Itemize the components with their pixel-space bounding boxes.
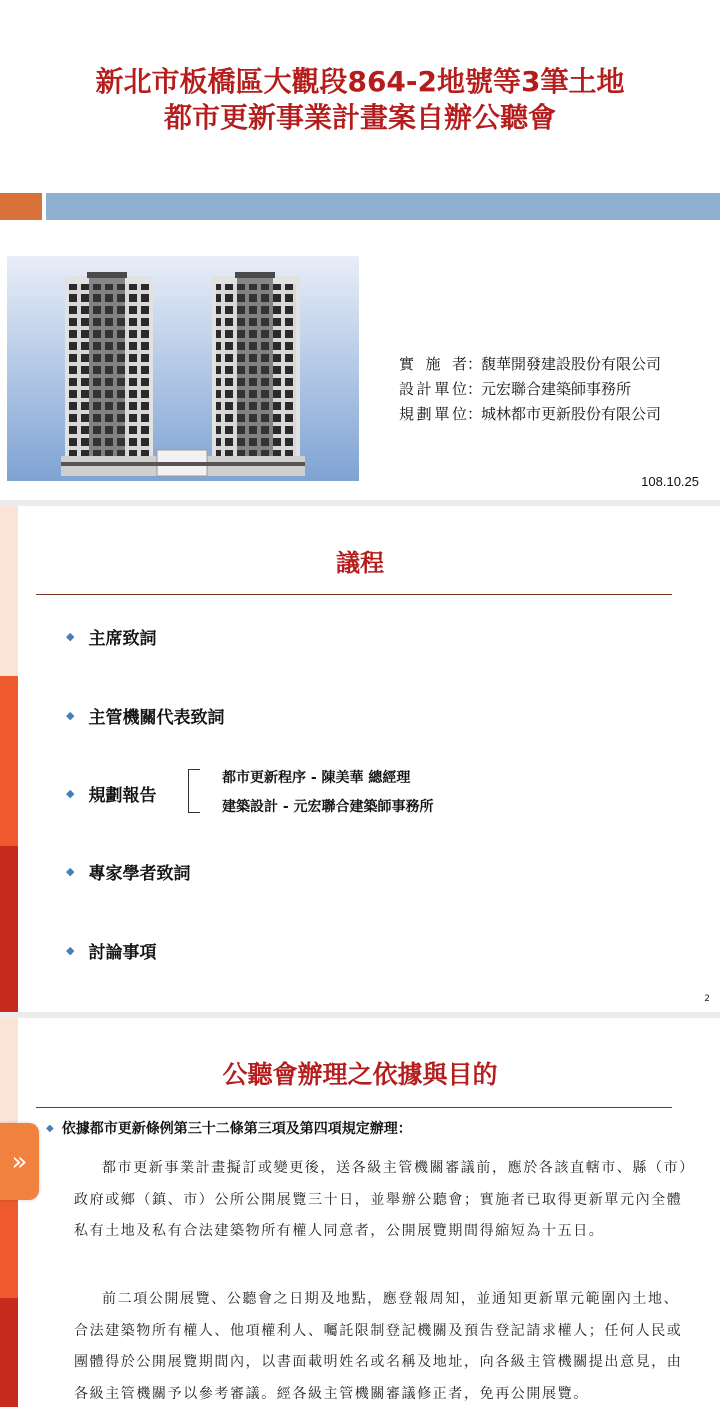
credit-row: 設計單位 ： 元宏聯合建築師事務所	[399, 377, 661, 402]
expand-panel-button[interactable]	[0, 1123, 39, 1200]
credit-value: 馥華開發建設股份有限公司	[481, 355, 662, 373]
agenda-item	[66, 624, 156, 649]
diamond-bullet-icon: ◆	[66, 709, 75, 722]
agenda-item-label: 專家學者致詞	[88, 864, 191, 884]
cover-slide	[0, 0, 720, 500]
agenda-item-label: 主席致詞	[88, 629, 157, 649]
agenda-item	[66, 859, 190, 884]
credit-row: 實施者 ： 馥華開發建設股份有限公司	[399, 352, 661, 377]
cover-title	[0, 64, 720, 136]
basis-slide	[0, 1018, 720, 1407]
agenda-item-label: 規劃報告	[88, 786, 157, 806]
agenda-item	[66, 781, 156, 806]
regulation-paragraph: 都市更新事業計畫擬訂或變更後，送各級主管機關審議前，應於各該直轄市、縣（市）政府或鄉（鎮、市）公所公開展覽三十日，並舉辦公聽會；實施者已取得更新單元內全體私有土地及私有合法建築物所有權人同意者，公開展覽期間得縮短為十五日。	[74, 1160, 688, 1239]
double-chevron-right-icon: »	[11, 1146, 28, 1177]
title-divider	[36, 1107, 672, 1108]
page-number: 2	[704, 994, 710, 1004]
decorative-bar-orange	[0, 193, 42, 220]
credit-value: 元宏聯合建築師事務所	[481, 380, 632, 398]
credit-key: 規劃單位	[399, 405, 467, 423]
sub-item: 建築設計 - 元宏聯合建築師事務所	[222, 799, 434, 815]
side-accent-strip	[0, 506, 18, 1012]
agenda-item	[66, 703, 224, 728]
sub-item-bracket	[188, 769, 200, 813]
credit-row: 規劃單位 ： 城林都市更新股份有限公司	[399, 402, 661, 427]
credits-block	[399, 352, 661, 427]
agenda-item-label: 討論事項	[88, 943, 157, 963]
diamond-bullet-icon: ◆	[66, 630, 75, 643]
diamond-bullet-icon: ◆	[66, 944, 75, 957]
sub-item: 都市更新程序 - 陳美華 總經理	[222, 770, 411, 786]
diamond-bullet-icon: ◆	[46, 1122, 54, 1134]
diamond-bullet-icon: ◆	[66, 865, 75, 878]
agenda-slide	[0, 506, 720, 1012]
basis-title: 公聽會辦理之依據與目的	[222, 1060, 498, 1089]
credit-key: 實施者	[399, 355, 467, 373]
title-divider	[36, 594, 672, 595]
credit-value: 城林都市更新股份有限公司	[481, 405, 662, 423]
agenda-item	[66, 938, 156, 963]
diamond-bullet-icon: ◆	[66, 787, 75, 800]
building-rendering	[7, 256, 359, 481]
basis-heading	[46, 1118, 412, 1138]
presentation-date: 108.10.25	[641, 474, 699, 489]
credit-key: 設計單位	[399, 380, 467, 398]
basis-heading-text: 依據都市更新條例第三十二條第三項及第四項規定辦理：	[61, 1121, 412, 1137]
cover-title-line2: 都市更新事業計畫案自辦公聽會	[163, 101, 556, 134]
cover-title-line1: 新北市板橋區大觀段864-2地號等3筆土地	[95, 65, 625, 98]
decorative-bar-blue	[46, 193, 720, 220]
agenda-title: 議程	[336, 549, 384, 577]
regulation-paragraph: 前二項公開展覽、公聽會之日期及地點，應登報周知，並通知更新單元範圍內土地、合法建築物所有權人、他項權利人、囑託限制登記機關及預告登記請求權人；任何人民或團體得於公開展覽期間內，以書面載明姓名或名稱及地址，向各級主管機關提出意見，由各級主管機關予以參考審議。經各級主管機關審議修正者，免再公開展覽。	[74, 1291, 683, 1402]
agenda-item-label: 主管機關代表致詞	[88, 708, 225, 728]
